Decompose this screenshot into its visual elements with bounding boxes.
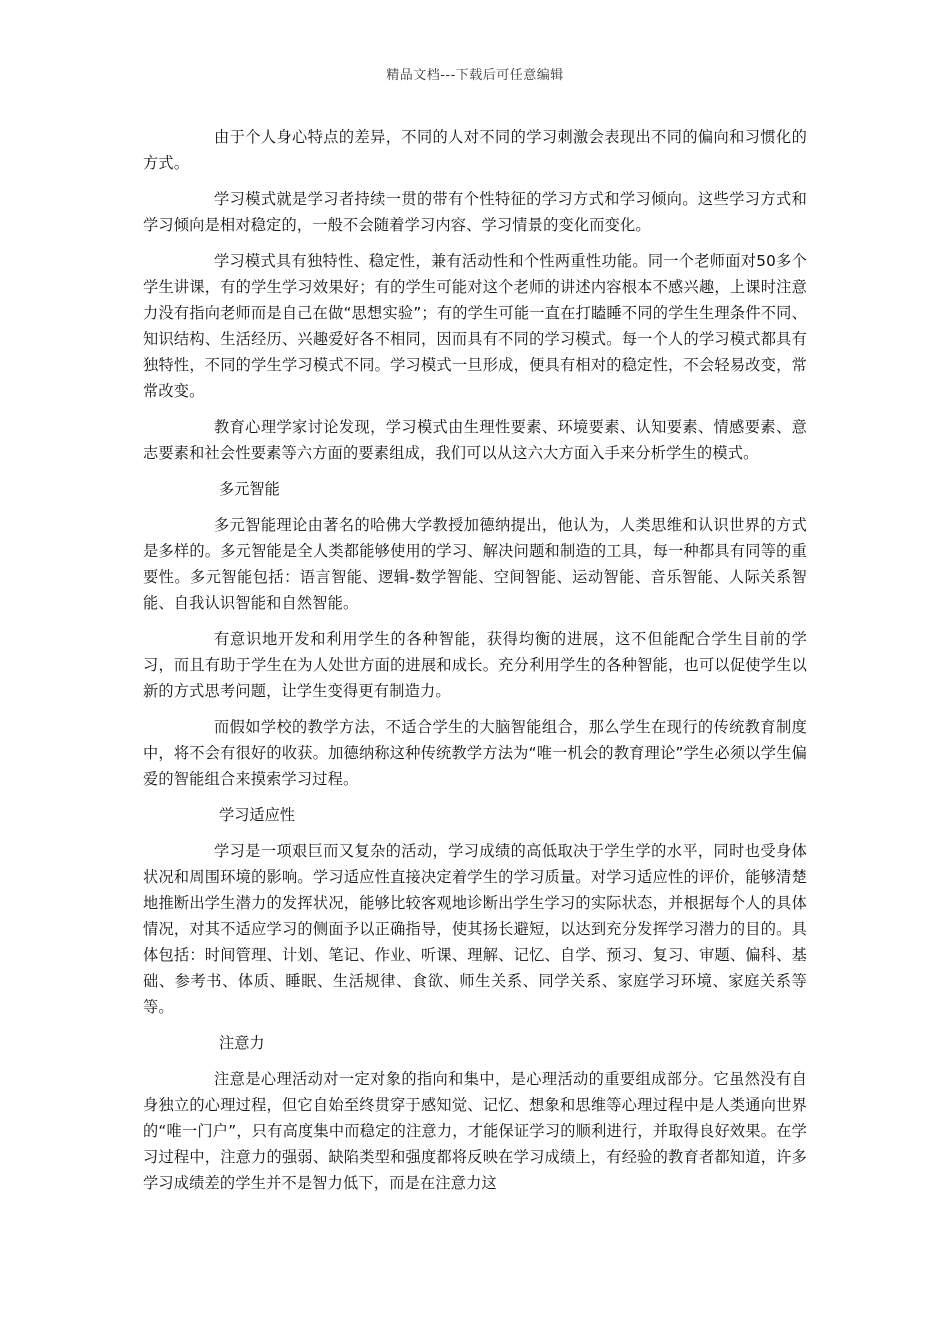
paragraph: 学习是一项艰巨而又复杂的活动，学习成绩的高低取决于学生学的水平，同时也受身体状况和周围环境的影响。学习适应性直接决定着学生的学习质量。对学习适应性的评价，能够清楚地推断出学生潜力的发挥状况，能够比较客观地诊断出学生学习的实际状态，并根据每个人的具体情况，对其不适应学习的侧面予以正确指导，使其扬长避短，以达到充分发挥学习潜力的目的。具体包括：时间管理、计划、笔记、作业、听课、理解、记忆、自学、预习、复习、审题、偏科、基础、参考书、体质、睡眠、生活规律、食欲、师生关系、同学关系、家庭学习环境、家庭关系等等。 xyxy=(143,842,807,1016)
page-header: 精品文档---下载后可任意编辑 xyxy=(386,68,564,83)
paragraph: 有意识地开发和利用学生的各种智能，获得均衡的进展，这不但能配合学生目前的学习，而且有助于学生在为人处世方面的进展和成长。充分利用学生的各种智能，也可以促使学生以新的方式思考问题，让学生变得更有制造力。 xyxy=(143,630,807,700)
paragraph: 由于个人身心特点的差异，不同的人对不同的学习刺激会表现出不同的偏向和习惯化的方式。 xyxy=(143,128,807,172)
section-heading: 学习适应性 xyxy=(219,806,295,824)
paragraph: 多元智能理论由著名的哈佛大学教授加德纳提出，他认为，人类思维和认识世界的方式是多样的。多元智能是全人类都能够使用的学习、解决问题和制造的工具，每一种都具有同等的重要性。多元智能包括：语言智能、逻辑-数学智能、空间智能、运动智能、音乐智能、人际关系智能、自我认识智能和自然智能。 xyxy=(143,516,807,612)
paragraph: 学习模式就是学习者持续一贯的带有个性特征的学习方式和学习倾向。这些学习方式和学习倾向是相对稳定的，一般不会随着学习内容、学习情景的变化而变化。 xyxy=(143,190,807,234)
paragraph: 教育心理学家讨论发现，学习模式由生理性要素、环境要素、认知要素、情感要素、意志要素和社会性要素等六方面的要素组成，我们可以从这六大方面入手来分析学生的模式。 xyxy=(143,418,807,462)
paragraph: 注意是心理活动对一定对象的指向和集中，是心理活动的重要组成部分。它虽然没有自身独立的心理过程，但它自始至终贯穿于感知觉、记忆、想象和思维等心理过程中是人类通向世界的“唯一门户”，只有高度集中而稳定的注意力，才能保证学习的顺利进行，并取得良好效果。在学习过程中，注意力的强弱、缺陷类型和强度都将反映在学习成绩上，有经验的教育者都知道，许多学习成绩差的学生并不是智力低下，而是在注意力这 xyxy=(143,1070,807,1192)
paragraph: 学习模式具有独特性、稳定性，兼有活动性和个性两重性功能。同一个老师面对50多个学生讲课，有的学生学习效果好；有的学生可能对这个老师的讲述内容根本不感兴趣，上课时注意力没有指向老师而是自己在做“思想实验”；有的学生可能一直在打瞌睡不同的学生生理条件不同、知识结构、生活经历、兴趣爱好各不相同，因而具有不同的学习模式。每一个人的学习模式都具有独特性，不同的学生学习模式不同。学习模式一旦形成，便具有相对的稳定性，不会轻易改变，常常改变。 xyxy=(143,252,807,400)
document-body xyxy=(143,124,807,1206)
section-heading: 多元智能 xyxy=(219,480,280,498)
paragraph: 而假如学校的教学方法，不适合学生的大脑智能组合，那么学生在现行的传统教育制度中，将不会有很好的收获。加德纳称这种传统教学方法为“唯一机会的教育理论”学生必须以学生偏爱的智能组合来摸索学习过程。 xyxy=(143,718,807,788)
section-heading: 注意力 xyxy=(219,1034,265,1052)
